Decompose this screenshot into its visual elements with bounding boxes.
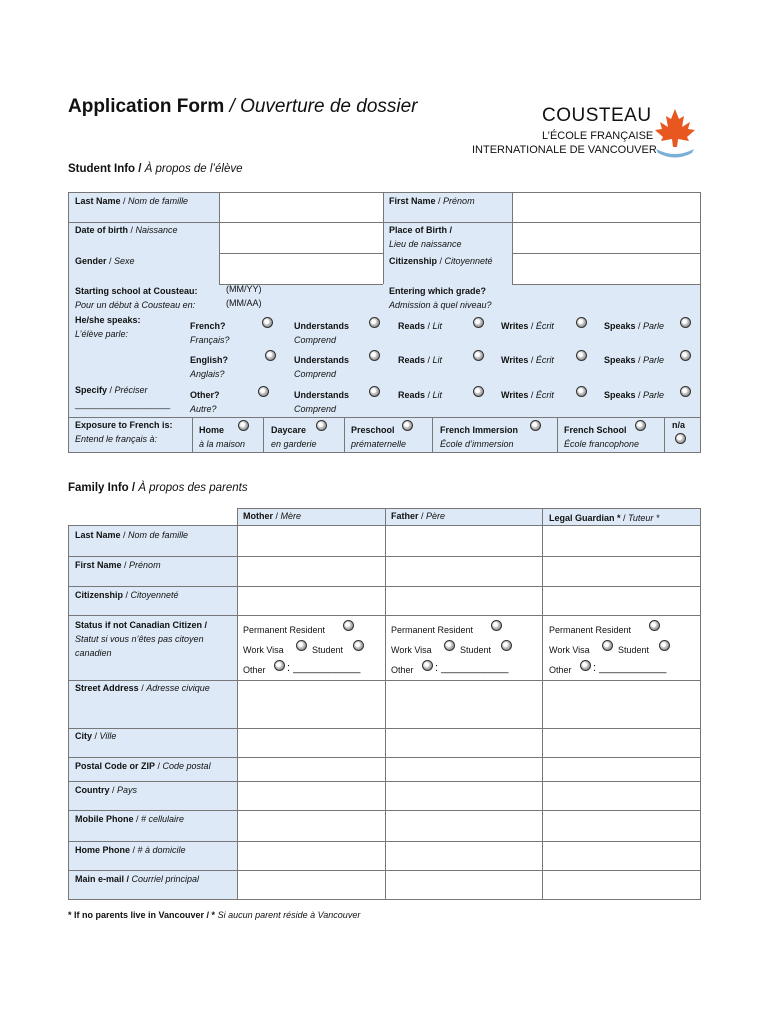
english-radio[interactable]: [265, 350, 276, 361]
citizenship-field[interactable]: [513, 254, 699, 284]
speaks-skill-label-2: Speaks / Parle: [604, 355, 665, 365]
exposure-preschool-radio[interactable]: [402, 420, 413, 431]
understands-radio-3[interactable]: [369, 386, 380, 397]
father-work-label: Work Visa: [391, 645, 432, 655]
speaks-skill-radio-3[interactable]: [680, 386, 691, 397]
mother-work-label: Work Visa: [243, 645, 284, 655]
writes-radio-2[interactable]: [576, 350, 587, 361]
grade-label: Entering which grade? Admission à quel niveau?: [389, 286, 492, 310]
father-student-radio[interactable]: [501, 640, 512, 651]
guardian-perm-radio[interactable]: [649, 620, 660, 631]
father-perm-label: Permanent Resident: [391, 625, 474, 635]
family-heading-en: Family Info: [68, 482, 129, 494]
mother-other-radio[interactable]: [274, 660, 285, 671]
dob-label: Date of birth / Naissance: [75, 225, 178, 235]
writes-label-2: Writes / Écrit: [501, 355, 554, 365]
family-postal-label: Postal Code or ZIP / Code postal: [75, 761, 211, 771]
family-citizenship-label: Citizenship / Citoyenneté: [75, 590, 179, 600]
guardian-work-label: Work Visa: [549, 645, 590, 655]
writes-radio-3[interactable]: [576, 386, 587, 397]
english-label: English? Anglais?: [190, 355, 228, 379]
father-header: Father / Père: [391, 511, 446, 521]
understands-radio-2[interactable]: [369, 350, 380, 361]
start-school-label: Starting school at Cousteau: Pour un début à Cousteau en:: [75, 286, 198, 310]
student-heading-fr: À propos de l’élève: [144, 163, 243, 175]
guardian-other-line: : ___________: [593, 662, 667, 674]
exposure-daycare-radio[interactable]: [316, 420, 327, 431]
family-status-label: Status if not Canadian Citizen / Statut si vous n’êtes pas citoyen canadien: [75, 620, 208, 658]
reads-radio-1[interactable]: [473, 317, 484, 328]
footer-note-en: * If no parents live in Vancouver / *: [68, 910, 216, 920]
father-work-radio[interactable]: [444, 640, 455, 651]
writes-label-1: Writes / Écrit: [501, 321, 554, 331]
father-other-line: : ___________: [435, 662, 509, 674]
guardian-work-radio[interactable]: [602, 640, 613, 651]
exposure-na-radio[interactable]: [675, 433, 686, 444]
exposure-fschool-radio[interactable]: [635, 420, 646, 431]
last-name-field[interactable]: [220, 193, 382, 222]
title-en: Application Form: [68, 96, 225, 117]
writes-radio-1[interactable]: [576, 317, 587, 328]
logo-line-1: COUSTEAU: [542, 105, 652, 126]
family-last-name-label: Last Name / Nom de famille: [75, 530, 189, 540]
reads-label-2: Reads / Lit: [398, 355, 443, 365]
family-home-phone-label: Home Phone / # à domicile: [75, 845, 186, 855]
specify-label: Specify / Préciser ___________________: [75, 385, 171, 409]
exposure-na-label: n/a: [672, 420, 686, 430]
family-first-name-label: First Name / Prénom: [75, 560, 161, 570]
first-name-label: First Name / Prénom: [389, 196, 475, 206]
start-format-label: (MM/YY) (MM/AA): [226, 284, 262, 308]
logo-line-2: L’ÉCOLE FRANÇAISE: [542, 130, 654, 142]
maple-leaf-icon: [652, 107, 698, 161]
exposure-immersion-label: French Immersion École d’immersion: [440, 425, 519, 449]
logo-line-3: INTERNATIONALE DE VANCOUVER: [472, 144, 657, 156]
guardian-student-radio[interactable]: [659, 640, 670, 651]
page-title: [68, 96, 418, 118]
mother-perm-radio[interactable]: [343, 620, 354, 631]
student-heading-en: Student Info: [68, 163, 136, 175]
family-info-heading: Family Info / À propos des parents: [68, 482, 248, 494]
father-other-label: Other: [391, 665, 414, 675]
understands-radio-1[interactable]: [369, 317, 380, 328]
french-radio[interactable]: [262, 317, 273, 328]
student-info-heading: Student Info / À propos de l’élève: [68, 163, 243, 175]
speaks-label: He/she speaks: L’élève parle:: [75, 315, 141, 339]
reads-label-3: Reads / Lit: [398, 390, 443, 400]
school-logo: [472, 105, 702, 161]
reads-label-1: Reads / Lit: [398, 321, 443, 331]
speaks-skill-radio-1[interactable]: [680, 317, 691, 328]
family-mobile-label: Mobile Phone / # cellulaire: [75, 814, 185, 824]
speaks-skill-label-1: Speaks / Parle: [604, 321, 665, 331]
family-street-label: Street Address / Adresse civique: [75, 683, 210, 693]
exposure-label: Exposure to French is: Entend le français à:: [75, 420, 173, 444]
mother-work-radio[interactable]: [296, 640, 307, 651]
father-perm-radio[interactable]: [491, 620, 502, 631]
exposure-daycare-label: Daycare en garderie: [271, 425, 317, 449]
guardian-student-label: Student: [618, 645, 650, 655]
mother-header: Mother / Mère: [243, 511, 302, 521]
father-other-radio[interactable]: [422, 660, 433, 671]
guardian-perm-label: Permanent Resident: [549, 625, 632, 635]
exposure-home-label: Home à la maison: [199, 425, 246, 449]
mother-student-radio[interactable]: [353, 640, 364, 651]
exposure-immersion-radio[interactable]: [530, 420, 541, 431]
mother-other-line: : ___________: [287, 662, 361, 674]
mother-student-label: Student: [312, 645, 344, 655]
title-fr: Ouverture de dossier: [240, 96, 418, 117]
student-table: [68, 192, 701, 453]
footer-note: [68, 910, 360, 920]
other-lang-label: Other? Autre?: [190, 390, 220, 414]
understands-label-1: Understands Comprend: [294, 321, 350, 345]
gender-field[interactable]: [220, 254, 382, 284]
speaks-skill-radio-2[interactable]: [680, 350, 691, 361]
family-email-label: Main e-mail / Courriel principal: [75, 874, 200, 884]
guardian-header: Legal Guardian * / Tuteur *: [549, 513, 660, 523]
citizenship-label: Citizenship / Citoyenneté: [389, 256, 493, 266]
french-label: French? Français?: [190, 321, 230, 345]
family-table: [68, 508, 701, 900]
other-lang-radio[interactable]: [258, 386, 269, 397]
father-student-label: Student: [460, 645, 492, 655]
family-city-label: City / Ville: [75, 731, 117, 741]
understands-label-2: Understands Comprend: [294, 355, 350, 379]
family-heading-fr: À propos des parents: [138, 482, 248, 494]
exposure-fschool-label: French School École francophone: [564, 425, 640, 449]
last-name-label: Last Name / Nom de famille: [75, 196, 189, 206]
understands-label-3: Understands Comprend: [294, 390, 350, 414]
reads-radio-3[interactable]: [473, 386, 484, 397]
pob-field[interactable]: [513, 223, 699, 253]
footer-note-fr: Si aucun parent réside à Vancouver: [217, 910, 361, 920]
pob-label: Place of Birth / Lieu de naissance: [389, 225, 462, 249]
reads-radio-2[interactable]: [473, 350, 484, 361]
mother-perm-label: Permanent Resident: [243, 625, 326, 635]
family-country-label: Country / Pays: [75, 785, 138, 795]
gender-label: Gender / Sexe: [75, 256, 135, 266]
exposure-home-radio[interactable]: [238, 420, 249, 431]
guardian-other-radio[interactable]: [580, 660, 591, 671]
guardian-other-label: Other: [549, 665, 572, 675]
mother-other-label: Other: [243, 665, 266, 675]
dob-field[interactable]: [220, 223, 382, 253]
writes-label-3: Writes / Écrit: [501, 390, 554, 400]
first-name-field[interactable]: [513, 193, 699, 222]
speaks-skill-label-3: Speaks / Parle: [604, 390, 665, 400]
title-sep: /: [224, 96, 241, 117]
exposure-preschool-label: Preschool prématernelle: [351, 425, 407, 449]
